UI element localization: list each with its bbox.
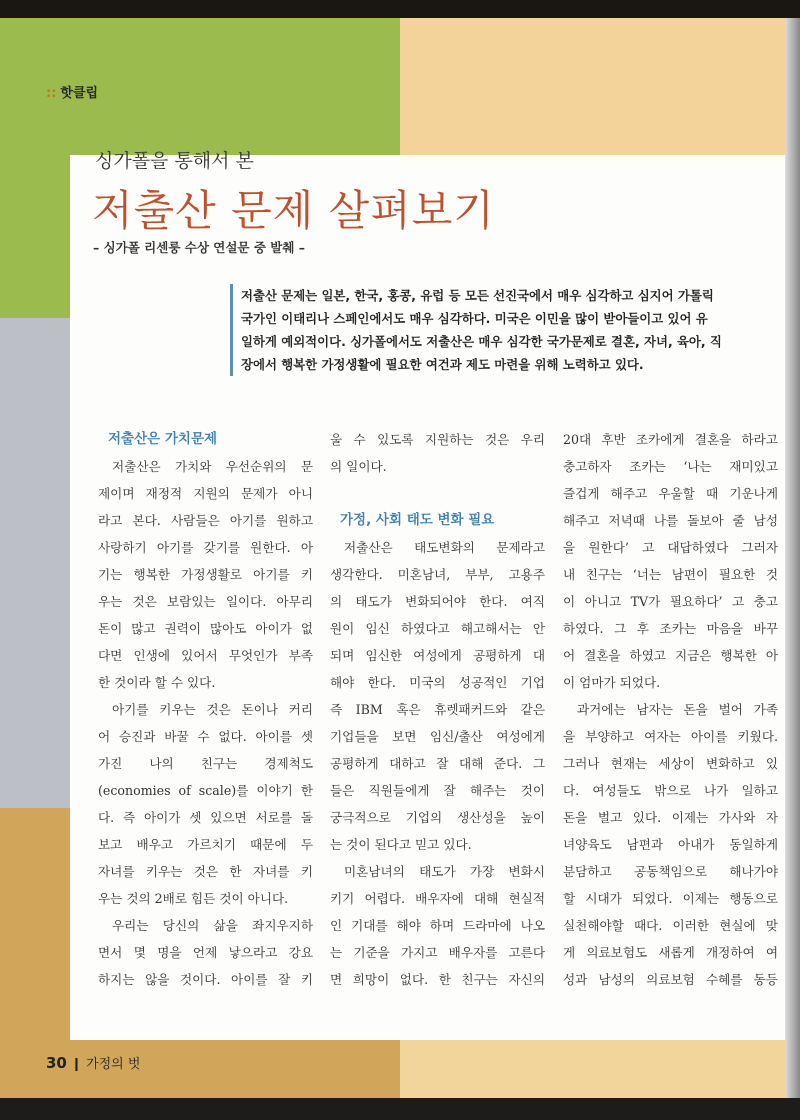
text-line: 내 친구는 ‘너는 남편이 필요한 것 — [563, 567, 778, 582]
footer-divider: ❙ — [71, 1057, 82, 1072]
text-line: 아기를 키우는 것은 돈이나 커리 — [112, 702, 313, 717]
text-line: 가진 나의 친구는 경제척도 — [98, 756, 313, 771]
text-line: 이 엄마가 되었다. — [563, 675, 661, 690]
text-line: 하지는 않을 것이다. 아이를 잘 키 — [98, 972, 313, 987]
text-line: 인 기대를 해야 하며 드라마에 나오 — [330, 918, 545, 933]
subtitle: – 싱가폴 리센룽 수상 연설문 중 발췌 – — [93, 240, 306, 255]
section-label-text: 핫클립 — [60, 86, 99, 101]
text-line: 과거에는 남자는 돈을 벌어 가족 — [577, 702, 778, 717]
section-label — [46, 82, 98, 101]
section-heading: 가정, 사회 태도 변화 필요 — [340, 512, 495, 528]
page-footer — [46, 1053, 140, 1072]
text-line: 기업들을 보면 임신/출산 여성에게 — [330, 729, 545, 744]
text-line: 즐겁게 해주고 우울할 때 기운나게 — [563, 486, 778, 501]
text-line: 20대 후반 조카에게 결혼을 하라고 — [563, 432, 778, 447]
article-column-2 — [330, 426, 545, 993]
page-number: 30 — [46, 1054, 67, 1072]
section-heading: 저출산은 가치문제 — [108, 431, 218, 447]
text-line: 을 원한다’ 고 대답하였다 그러자 — [563, 540, 778, 555]
text-line: 녀양육도 남편과 아내가 동일하게 — [563, 837, 778, 852]
text-line: 어 승진과 바꿀 수 없다. 아이를 셋 — [98, 729, 313, 744]
lead-line: 국가인 이태리나 스페인에서도 매우 심각하다. 미국은 이민을 많이 받아들이고 있어 유 — [241, 311, 708, 326]
text-line: 하였다. 그 후 조카는 마음을 바꾸 — [563, 621, 778, 636]
lead-paragraph — [230, 284, 775, 376]
text-line: 이 아니고 TV가 필요하다’ 고 충고 — [563, 594, 778, 609]
text-line: 어 결혼을 하였고 지금은 행복한 아 — [563, 648, 778, 663]
text-line: 게 의료보험도 새롭게 개정하여 여 — [563, 945, 778, 960]
text-line: 돈이 많고 권력이 많아도 아이가 없 — [98, 621, 313, 636]
text-line: 공평하게 대하고 잘 대해 준다. 그 — [330, 756, 545, 771]
spacer — [330, 480, 545, 507]
page-edge-shadow — [785, 18, 800, 1098]
text-line: 저출산은 가치와 우선순위의 문 — [112, 459, 313, 474]
text-line: 우는 것은 보람있는 일이다. 아무리 — [98, 594, 313, 609]
scan-top-border — [0, 0, 800, 18]
text-line: 면서 몇 명을 언제 낳으라고 강요 — [98, 945, 313, 960]
text-line: 궁극적으로 기업의 생산성을 높이 — [330, 810, 545, 825]
text-line: 다면 인생에 있어서 무엇인가 부족 — [98, 648, 313, 663]
text-line: 들은 직원들에게 잘 해주는 것이 — [330, 783, 545, 798]
text-line: 즉 IBM 혹은 휴렛패커드와 같은 — [330, 702, 545, 717]
text-line: 우는 것의 2배로 힘든 것이 아니다. — [98, 891, 289, 906]
text-line: 울 수 있도록 지원하는 것은 우리 — [330, 432, 545, 447]
text-line: 보고 배우고 가르치기 때문에 두 — [98, 837, 313, 852]
text-line: 는 것이 된다고 믿고 있다. — [330, 837, 472, 852]
pre-title: 싱가폴을 통해서 본 — [95, 150, 254, 172]
text-line: 돈을 벌고 있다. 이제는 가사와 자 — [563, 810, 778, 825]
text-line: 해야 한다. 미국의 성공적인 기업 — [330, 675, 545, 690]
text-line: (economies of scale)를 이야기 한 — [98, 783, 313, 798]
text-line: 미혼남녀의 태도가 가장 변화시 — [344, 864, 545, 879]
text-line: 의 일이다. — [330, 459, 387, 474]
text-line: 저출산은 태도변화의 문제라고 — [344, 540, 545, 555]
magazine-name: 가정의 벗 — [86, 1057, 141, 1072]
text-line: 해주고 저녁때 나를 돌보아 줄 남성 — [563, 513, 778, 528]
lead-line: 저출산 문제는 일본, 한국, 홍콩, 유럽 등 모든 선진국에서 매우 심각하고 심지어 가톨릭 — [241, 288, 714, 303]
article-column-3 — [563, 426, 778, 993]
peach-background-block — [400, 18, 785, 158]
text-line: 키기 어렵다. 배우자에 대해 현실적 — [330, 891, 545, 906]
scan-bottom-border — [0, 1098, 800, 1120]
peach-bottom-block — [400, 1040, 785, 1100]
page-title: 저출산 문제 살펴보기 — [92, 186, 495, 235]
text-line: 다. 즉 아이가 셋 있으면 서로를 돌 — [98, 810, 313, 825]
text-line: 충고하자 조카는 ‘나는 재미있고 — [563, 459, 778, 474]
text-line: 실천해야할 때다. 이러한 현실에 맞 — [563, 918, 778, 933]
text-line: 라고 본다. 사람들은 아기를 원하고 — [98, 513, 313, 528]
text-line: 한 것이라 할 수 있다. — [98, 675, 216, 690]
lead-line: 장에서 행복한 가정생활에 필요한 여건과 제도 마련을 위해 노력하고 있다. — [241, 357, 644, 372]
text-line: 다. 여성들도 밖으로 나가 일하고 — [563, 783, 778, 798]
text-line: 사랑하기 아기를 갖기를 원한다. 아 — [98, 540, 313, 555]
text-line: 그러나 현재는 세상이 변화하고 있 — [563, 756, 778, 771]
text-line: 기는 행복한 가정생활로 아기를 키 — [98, 567, 313, 582]
text-line: 생각한다. 미혼남녀, 부부, 고용주 — [330, 567, 545, 582]
text-line: 면 희망이 없다. 한 친구는 자신의 — [330, 972, 545, 987]
text-line: 제이며 재정적 지원의 문제가 아니 — [98, 486, 313, 501]
text-line: 는 기준을 가지고 배우자를 고른다 — [330, 945, 545, 960]
text-line: 의 태도가 변화되어야 한다. 여직 — [330, 594, 545, 609]
dots-icon: :: — [46, 86, 57, 101]
text-line: 원이 임신 하였다고 해고해서는 안 — [330, 621, 545, 636]
text-line: 분담하고 공동책임으로 해나가야 — [563, 864, 778, 879]
text-line: 자녀를 키우는 것은 한 자녀를 키 — [98, 864, 313, 879]
text-line: 할 시대가 되었다. 이제는 행동으로 — [563, 891, 778, 906]
text-line: 성과 남성의 의료보험 수혜를 동등 — [563, 972, 778, 987]
lead-line: 일하게 예외적이다. 싱가폴에서도 저출산은 매우 심각한 국가문제로 결혼, 자녀, 육아, 직 — [241, 334, 722, 349]
text-line: 되며 임신한 여성에게 공평하게 대 — [330, 648, 545, 663]
article-column-1 — [98, 426, 313, 993]
text-line: 우리는 당신의 삶을 좌지우지하 — [112, 918, 313, 933]
text-line: 을 부양하고 여자는 아이를 키웠다. — [563, 729, 778, 744]
gray-side-strip — [0, 318, 70, 808]
